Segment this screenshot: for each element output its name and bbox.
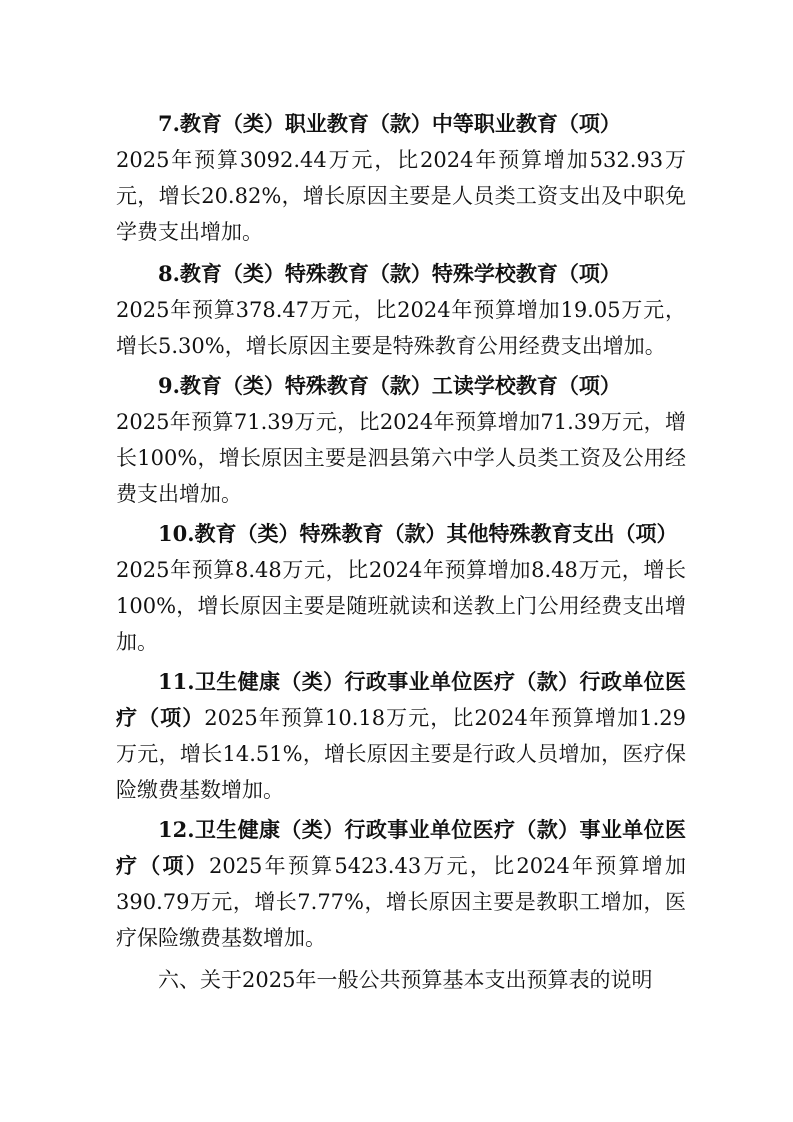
item-body: 2025年预算3092.44万元，比2024年预算增加532.93万元，增长20.82%，增长原因主要是人员类工资支出及中职免学费支出增加。 bbox=[116, 148, 686, 244]
item-paragraph bbox=[116, 664, 686, 808]
budget-item-12 bbox=[116, 812, 686, 956]
item-body: 2025年预算10.18万元，比2024年预算增加1.29万元，增长14.51%，增长原因主要是行政人员增加，医疗保险缴费基数增加。 bbox=[116, 706, 687, 802]
budget-item-7 bbox=[116, 106, 686, 250]
item-body: 2025年预算8.48万元，比2024年预算增加8.48万元，增长100%，增长原因主要是随班就读和送教上门公用经费支出增加。 bbox=[116, 558, 686, 654]
item-paragraph bbox=[116, 812, 686, 956]
item-heading: 8.教育（类）特殊教育（款）特殊学校教育（项） bbox=[158, 261, 621, 286]
item-heading: 9.教育（类）特殊教育（款）工读学校教育（项） bbox=[158, 373, 621, 398]
budget-item-8 bbox=[116, 256, 686, 364]
item-body: 2025年预算378.47万元，比2024年预算增加19.05万元，增长5.30%，增长原因主要是特殊教育公用经费支出增加。 bbox=[116, 298, 686, 358]
item-heading: 10.教育（类）特殊教育（款）其他特殊教育支出（项） bbox=[158, 521, 678, 546]
item-body: 2025年预算5423.43万元，比2024年预算增加390.79万元，增长7.77%，增长原因主要是教职工增加，医疗保险缴费基数增加。 bbox=[116, 854, 686, 950]
budget-item-10 bbox=[116, 516, 686, 660]
budget-item-11 bbox=[116, 664, 686, 808]
item-heading: 7.教育（类）职业教育（款）中等职业教育（项） bbox=[158, 111, 621, 136]
section-title: 六、关于2025年一般公共预算基本支出预算表的说明 bbox=[158, 968, 653, 992]
item-heading: 11.卫生健康（类）行政事业单位医疗（款）行政单位医疗（项） bbox=[116, 669, 686, 730]
item-heading: 12.卫生健康（类）行政事业单位医疗（款）事业单位医疗（项） bbox=[116, 817, 686, 878]
budget-item-9 bbox=[116, 368, 686, 512]
item-body: 2025年预算71.39万元，比2024年预算增加71.39万元，增长100%，增长原因主要是泗县第六中学人员类工资及公用经费支出增加。 bbox=[116, 410, 686, 506]
section-six-heading bbox=[116, 962, 686, 998]
